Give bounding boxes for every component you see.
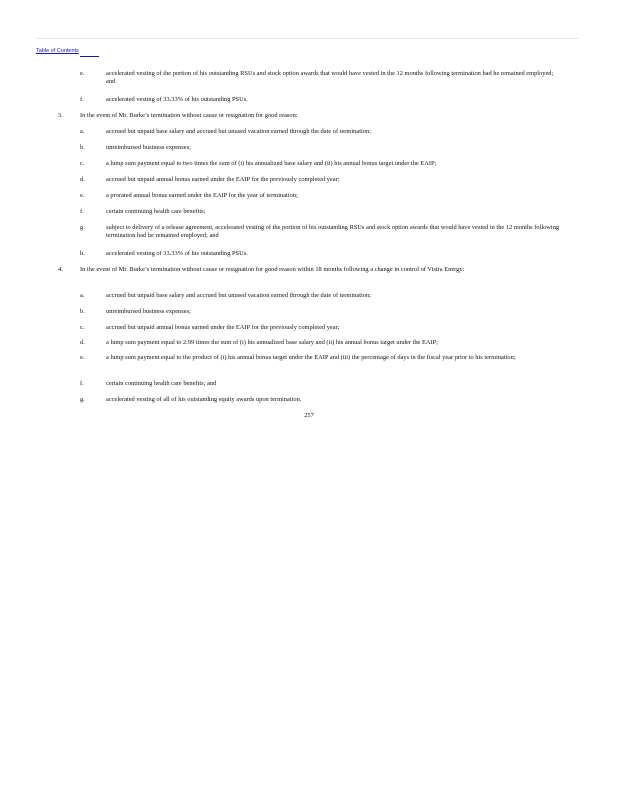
header-divider (36, 38, 579, 39)
list-text: a lump sum payment equal to the product of (i) his annual bonus target under the EAIP and (iii) the percentage of days in the fiscal year prior to his termination; (106, 354, 516, 361)
list-marker: e. (80, 70, 85, 77)
list-text: unreimbursed business expenses; (106, 308, 191, 315)
list-marker: a. (80, 292, 85, 299)
list-marker: g. (80, 396, 85, 403)
list-text: In the event of Mr. Burke’s termination without cause or resignation for good reason within 18 months following a change in control of Vistra Energy: (80, 266, 465, 273)
page-number: 257 (304, 412, 314, 419)
list-marker: f. (80, 380, 84, 387)
list-marker: d. (80, 339, 85, 346)
list-text: accelerated vesting of 33.33% of his outstanding PSUs. (106, 250, 248, 257)
list-marker: c. (80, 324, 85, 331)
list-marker: d. (80, 176, 85, 183)
list-marker: f. (80, 208, 84, 215)
list-marker: c. (80, 160, 85, 167)
list-text: a lump sum payment equal to two times the sum of (i) his annualized base salary and (ii) his annual bonus target under the EAIP; (106, 160, 437, 167)
list-text: certain continuing health care benefits; and (106, 380, 217, 387)
list-text: unreimbursed business expenses; (106, 144, 191, 151)
list-marker: b. (80, 144, 85, 151)
list-text: accrued but unpaid base salary and accrued but unused vacation earned through the date of termination; (106, 128, 371, 135)
list-text: accrued but unpaid annual bonus earned under the EAIP for the previously completed year; (106, 324, 340, 331)
list-text: accelerated vesting of the portion of his outstanding RSUs and stock option awards that would have vested in the 12 months following termination had he remained employed; and (106, 70, 554, 86)
list-text: certain continuing health care benefits; (106, 208, 206, 215)
list-text: accrued but unpaid base salary and accrued but unused vacation earned through the date of termination; (106, 292, 371, 299)
list-marker: f. (80, 96, 84, 103)
list-text: accelerated vesting of all of his outstanding equity awards upon termination. (106, 396, 302, 403)
list-marker: e. (80, 192, 85, 199)
list-text: subject to delivery of a release agreement, accelerated vesting of the portion of his outstanding RSUs and stock option awards that would have vested in the 12 months following termination had he remained employed; and (106, 224, 560, 240)
list-marker: e. (80, 354, 85, 361)
list-marker: h. (80, 250, 85, 257)
list-text: accelerated vesting of 33.33% of his outstanding PSUs. (106, 96, 248, 103)
table-of-contents-link[interactable]: Table of Contents (36, 48, 79, 54)
list-marker: g. (80, 224, 85, 231)
list-marker: b. (80, 308, 85, 315)
list-text: accrued but unpaid annual bonus earned under the EAIP for the previously completed year; (106, 176, 340, 183)
toc-link-underline (80, 56, 99, 57)
list-marker: a. (80, 128, 85, 135)
list-text: a prorated annual bonus earned under the EAIP for the year of termination; (106, 192, 298, 199)
list-text: a lump sum payment equal to 2.99 times the sum of (i) his annualized base salary and (ii) his annual bonus target under the EAIP; (106, 339, 438, 346)
list-marker: 4. (58, 266, 63, 273)
list-marker: 3. (58, 112, 63, 119)
list-text: In the event of Mr. Burke’s termination without cause or resignation for good reason: (80, 112, 298, 119)
